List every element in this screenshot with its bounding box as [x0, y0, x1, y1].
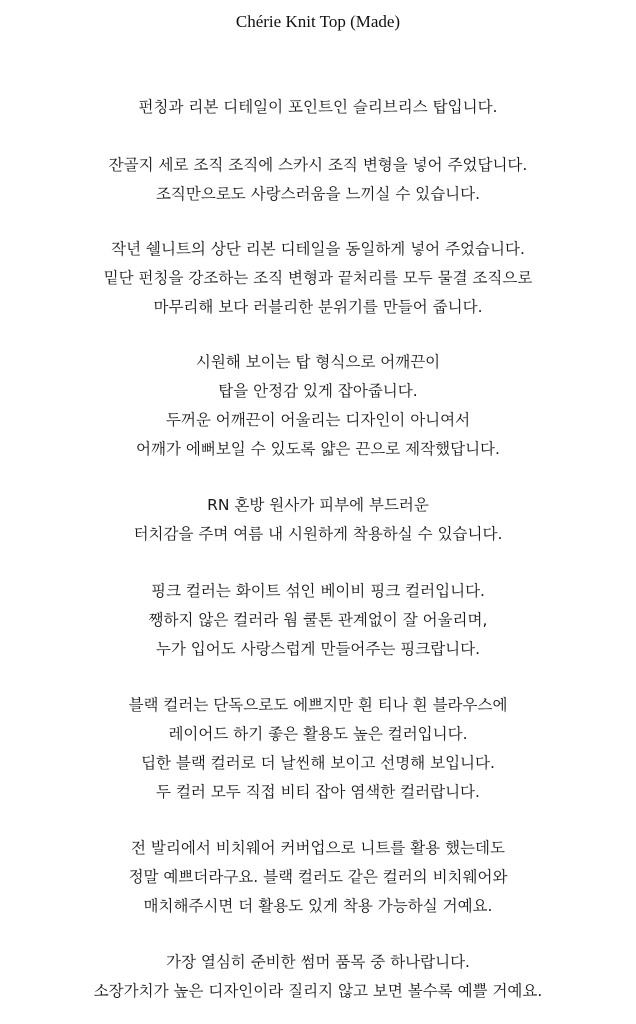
paragraph-straps: [0, 348, 636, 464]
text-line: 터치감을 주며 여름 내 시원하게 착용하실 수 있습니다.: [133, 525, 503, 543]
text-line: 펀칭과 리본 디테일이 포인트인 슬리브리스 탑입니다.: [138, 98, 498, 116]
paragraph-closing: [0, 948, 636, 1006]
text-line: 전 발리에서 비치웨어 커버업으로 니트를 활용 했는데도: [131, 839, 505, 857]
text-line: 어깨가 에뻐보일 수 있도록 얇은 끈으로 제작했답니다.: [136, 440, 500, 458]
text-line: RN 혼방 원사가 피부에 부드러운: [207, 496, 429, 514]
text-line: 마무리해 보다 러블리한 분위기를 만들어 줍니다.: [153, 298, 483, 316]
text-line: 밑단 펀칭을 강조하는 조직 변형과 끝처리를 모두 물결 조직으로: [103, 269, 533, 287]
text-line: 레이어드 하기 좋은 활용도 높은 컬러입니다.: [168, 725, 468, 743]
paragraph-texture: [0, 151, 636, 209]
text-line: 시원해 보이는 탑 형식으로 어깨끈이: [195, 353, 441, 371]
product-title: Chérie Knit Top (Made): [235, 12, 401, 31]
text-line: 조직만으로도 사랑스러움을 느끼실 수 있습니다.: [155, 185, 481, 203]
text-line: 두 컬러 모두 직접 비티 잡아 염색한 컬러랍니다.: [156, 783, 480, 801]
text-line: 정말 예쁘더라구요. 블랙 컬러도 같은 컬러의 비치웨어와: [128, 868, 508, 886]
text-line: 가장 열심히 준비한 썸머 품목 중 하나랍니다.: [165, 953, 470, 971]
paragraph-pink-color: [0, 577, 636, 664]
text-line: 잔골지 세로 조직 조직에 스카시 조직 변형을 넣어 주었답니다.: [108, 156, 528, 174]
paragraph-black-color: [0, 691, 636, 807]
text-line: 누가 입어도 사랑스럽게 만들어주는 핑크랍니다.: [155, 640, 481, 658]
text-line: 블랙 컬러는 단독으로도 에쁘지만 흰 티나 흰 블라우스에: [128, 696, 508, 714]
text-line: 소장가치가 높은 디자인이라 질리지 않고 보면 볼수록 예쁠 거예요.: [93, 982, 543, 1000]
paragraph-beachwear: [0, 834, 636, 921]
text-line: 작년 쉘니트의 상단 리본 디테일을 동일하게 넣어 주었습니다.: [111, 240, 525, 258]
text-line: 딥한 블랙 컬러로 더 날씬해 보이고 선명해 보입니다.: [141, 754, 495, 772]
paragraph-intro: [0, 93, 636, 122]
text-line: 탑을 안정감 있게 잡아줍니다.: [218, 382, 418, 400]
text-line: 쨍하지 않은 컬러라 웜 쿨톤 관계없이 잘 어울리며,: [148, 611, 488, 629]
text-line: 매치해주시면 더 활용도 있게 착용 가능하실 거예요.: [143, 897, 493, 915]
paragraph-ribbon-detail: [0, 235, 636, 322]
text-line: 두꺼운 어깨끈이 어울리는 디자인이 아니여서: [165, 411, 471, 429]
paragraph-yarn: [0, 491, 636, 549]
text-line: 핑크 컬러는 화이트 섞인 베이비 핑크 컬러입니다.: [151, 582, 485, 600]
